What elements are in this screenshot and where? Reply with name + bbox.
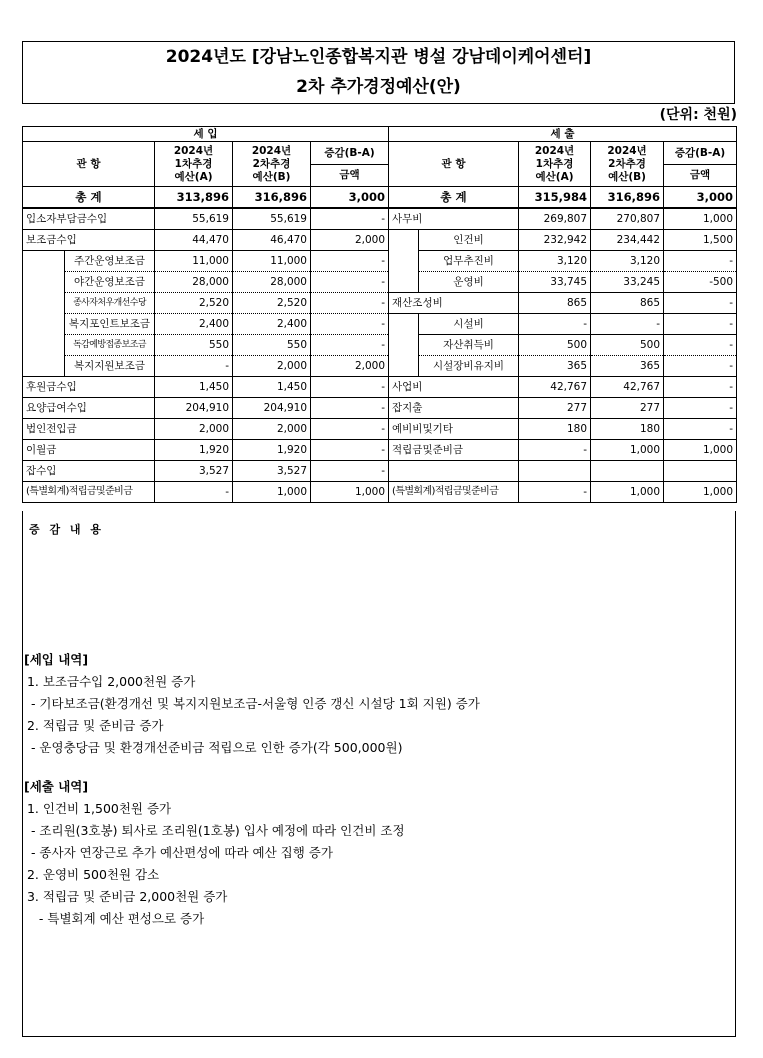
expense-value-diff: 1,500: [664, 230, 737, 251]
table-row: [23, 251, 737, 272]
income-notes-title: [세입 내역]: [24, 652, 89, 667]
notes-section: [22, 511, 736, 1037]
income-section-header: 세 입: [23, 127, 389, 142]
expense-value-diff: -: [664, 398, 737, 419]
expense-value-b: [591, 461, 664, 482]
income-label: 법인전입금: [23, 419, 155, 440]
document-title: 2024년도 [강남노인종합복지관 병설 강남데이케어센터]: [165, 47, 592, 67]
income-value-b: 204,910: [233, 398, 311, 419]
section-header-row: [23, 127, 737, 142]
income-value-b: 2,400: [233, 314, 311, 335]
income-value-b: 1,000: [233, 482, 311, 503]
expense-value-a: -: [519, 314, 591, 335]
income-value-a: 204,910: [155, 398, 233, 419]
income-value-b: 46,470: [233, 230, 311, 251]
income-col-diff-sub: 금액: [311, 164, 389, 187]
income-value-a: 3,527: [155, 461, 233, 482]
expense-value-a: [519, 461, 591, 482]
expense-value-a: 500: [519, 335, 591, 356]
income-value-b: 1,450: [233, 377, 311, 398]
income-value-diff: -: [311, 293, 389, 314]
expense-notes-title: [세출 내역]: [24, 779, 89, 794]
table-row: [23, 461, 737, 482]
notes-heading: 증 감 내 용: [29, 523, 104, 536]
expense-value-b: 500: [591, 335, 664, 356]
expense-value-diff: -: [664, 419, 737, 440]
income-value-b: 550: [233, 335, 311, 356]
income-value-b: 3,527: [233, 461, 311, 482]
expense-value-diff: -: [664, 314, 737, 335]
expense-label: 시설비: [419, 314, 519, 335]
expense-value-b: 865: [591, 293, 664, 314]
income-value-a: 2,520: [155, 293, 233, 314]
income-value-diff: -: [311, 314, 389, 335]
column-header-row: [23, 142, 737, 165]
note-line: 1. 보조금수입 2,000천원 증가: [23, 674, 196, 689]
expense-value-a: 365: [519, 356, 591, 377]
expense-value-diff: -: [664, 251, 737, 272]
income-value-diff: -: [311, 251, 389, 272]
note-line: 2. 적립금 및 준비금 증가: [23, 718, 164, 733]
income-label: 주간운영보조금: [65, 251, 155, 272]
expense-label: 자산취득비: [419, 335, 519, 356]
income-label: 복지포인트보조금: [65, 314, 155, 335]
table-row: [23, 293, 737, 314]
document-subtitle: 2차 추가경정예산(안): [296, 77, 461, 97]
income-value-diff: -: [311, 419, 389, 440]
note-line: 1. 인건비 1,500천원 증가: [23, 801, 172, 816]
expense-label: (특별회계)적립금및준비금: [389, 482, 519, 503]
income-value-a: 2,400: [155, 314, 233, 335]
income-value-a: 28,000: [155, 272, 233, 293]
expense-indent-cell: [389, 230, 419, 293]
expense-value-a: 33,745: [519, 272, 591, 293]
income-total-a: 313,896: [155, 187, 233, 209]
expense-label: 운영비: [419, 272, 519, 293]
income-value-diff: -: [311, 335, 389, 356]
expense-head-col: 관 항: [389, 142, 519, 187]
expense-value-b: 1,000: [591, 440, 664, 461]
income-value-a: -: [155, 482, 233, 503]
income-value-a: 44,470: [155, 230, 233, 251]
expense-value-diff: -: [664, 335, 737, 356]
expense-value-b: 3,120: [591, 251, 664, 272]
table-row: [23, 482, 737, 503]
income-value-b: 55,619: [233, 208, 311, 230]
income-value-b: 1,920: [233, 440, 311, 461]
income-value-diff: -: [311, 208, 389, 230]
income-value-diff: -: [311, 272, 389, 293]
table-row: [23, 208, 737, 230]
expense-value-diff: 1,000: [664, 440, 737, 461]
income-value-a: 1,450: [155, 377, 233, 398]
note-line: 3. 적립금 및 준비금 2,000천원 증가: [23, 889, 228, 904]
table-row: [23, 377, 737, 398]
expense-value-a: 865: [519, 293, 591, 314]
expense-label: 인건비: [419, 230, 519, 251]
expense-value-b: 180: [591, 419, 664, 440]
document-title-box: [22, 41, 735, 104]
expense-value-b: 270,807: [591, 208, 664, 230]
income-label: 후원금수입: [23, 377, 155, 398]
income-label: 야간운영보조금: [65, 272, 155, 293]
expense-value-diff: [664, 461, 737, 482]
expense-value-a: -: [519, 482, 591, 503]
income-value-diff: 2,000: [311, 230, 389, 251]
income-label: 요양급여수입: [23, 398, 155, 419]
expense-value-diff: 1,000: [664, 208, 737, 230]
expense-label: 사업비: [389, 377, 519, 398]
income-value-diff: -: [311, 377, 389, 398]
expense-value-a: 180: [519, 419, 591, 440]
expense-label: 잡지출: [389, 398, 519, 419]
expense-label: [389, 461, 519, 482]
expense-section-header: 세 출: [389, 127, 737, 142]
income-col-b: 2024년 2차추경 예산(B): [233, 142, 311, 187]
expense-value-a: 3,120: [519, 251, 591, 272]
expense-label: 업무추진비: [419, 251, 519, 272]
table-row: [23, 272, 737, 293]
expense-value-b: 365: [591, 356, 664, 377]
income-value-b: 2,000: [233, 356, 311, 377]
expense-col-a: 2024년 1차추경 예산(A): [519, 142, 591, 187]
table-row: [23, 356, 737, 377]
income-value-a: 55,619: [155, 208, 233, 230]
expense-notes: [23, 776, 405, 930]
income-label: 입소자부담금수입: [23, 208, 155, 230]
note-line: - 종사자 연장근로 추가 예산편성에 따라 예산 집행 증가: [23, 845, 333, 860]
expense-col-diff-sub: 금액: [664, 164, 737, 187]
expense-col-b: 2024년 2차추경 예산(B): [591, 142, 664, 187]
income-head-col: 관 항: [23, 142, 155, 187]
note-line: 2. 운영비 500천원 감소: [23, 867, 160, 882]
expense-value-diff: 1,000: [664, 482, 737, 503]
expense-value-b: 1,000: [591, 482, 664, 503]
table-row: [23, 440, 737, 461]
expense-label: 재산조성비: [389, 293, 519, 314]
note-line: - 운영충당금 및 환경개선준비금 적립으로 인한 증가(각 500,000원): [23, 740, 403, 755]
expense-total-label: 총 계: [389, 187, 519, 209]
table-row: [23, 335, 737, 356]
expense-col-diff: 증감(B-A): [664, 142, 737, 165]
expense-total-diff: 3,000: [664, 187, 737, 209]
income-value-diff: -: [311, 461, 389, 482]
income-value-diff: -: [311, 440, 389, 461]
table-row: [23, 230, 737, 251]
total-row: [23, 187, 737, 209]
expense-value-b: 42,767: [591, 377, 664, 398]
expense-value-b: 33,245: [591, 272, 664, 293]
expense-label: 적립금및준비금: [389, 440, 519, 461]
expense-value-diff: -500: [664, 272, 737, 293]
income-label: 종사자처우개선수당: [65, 293, 155, 314]
expense-value-a: -: [519, 440, 591, 461]
expense-indent-cell: [389, 314, 419, 377]
income-value-a: 11,000: [155, 251, 233, 272]
table-row: [23, 398, 737, 419]
income-value-b: 2,000: [233, 419, 311, 440]
income-value-diff: -: [311, 398, 389, 419]
income-label: 이월금: [23, 440, 155, 461]
income-total-b: 316,896: [233, 187, 311, 209]
note-line: - 조리원(3호봉) 퇴사로 조리원(1호봉) 입사 예정에 따라 인건비 조정: [23, 823, 405, 838]
expense-value-diff: -: [664, 293, 737, 314]
income-label: 복지지원보조금: [65, 356, 155, 377]
expense-label: 예비비및기타: [389, 419, 519, 440]
note-line: - 기타보조금(환경개선 및 복지지원보조금-서울형 인증 갱신 시설당 1회 지원) 증가: [23, 696, 480, 711]
income-col-diff: 증감(B-A): [311, 142, 389, 165]
income-indent-cell: [23, 251, 65, 377]
income-total-label: 총 계: [23, 187, 155, 209]
expense-label: 사무비: [389, 208, 519, 230]
expense-value-b: -: [591, 314, 664, 335]
expense-value-diff: -: [664, 356, 737, 377]
table-row: [23, 419, 737, 440]
expense-value-diff: -: [664, 377, 737, 398]
income-label: 보조금수입: [23, 230, 155, 251]
income-label: 잡수입: [23, 461, 155, 482]
income-total-diff: 3,000: [311, 187, 389, 209]
expense-label: 시설장비유지비: [419, 356, 519, 377]
income-label: (특별회계)적립금및준비금: [23, 482, 155, 503]
income-label: 독감예방접종보조금: [65, 335, 155, 356]
income-value-diff: 2,000: [311, 356, 389, 377]
expense-value-a: 277: [519, 398, 591, 419]
table-row: [23, 314, 737, 335]
income-value-a: 550: [155, 335, 233, 356]
income-notes: [23, 649, 480, 759]
income-value-diff: 1,000: [311, 482, 389, 503]
expense-total-b: 316,896: [591, 187, 664, 209]
income-value-a: -: [155, 356, 233, 377]
income-value-a: 2,000: [155, 419, 233, 440]
income-value-b: 11,000: [233, 251, 311, 272]
expense-total-a: 315,984: [519, 187, 591, 209]
income-value-b: 28,000: [233, 272, 311, 293]
income-col-a: 2024년 1차추경 예산(A): [155, 142, 233, 187]
income-value-a: 1,920: [155, 440, 233, 461]
expense-value-a: 232,942: [519, 230, 591, 251]
note-line: - 특별회계 예산 편성으로 증가: [23, 911, 205, 926]
income-value-b: 2,520: [233, 293, 311, 314]
budget-table: [22, 126, 737, 503]
expense-value-a: 42,767: [519, 377, 591, 398]
unit-label: (단위: 천원): [659, 107, 737, 123]
expense-value-b: 234,442: [591, 230, 664, 251]
expense-value-a: 269,807: [519, 208, 591, 230]
expense-value-b: 277: [591, 398, 664, 419]
